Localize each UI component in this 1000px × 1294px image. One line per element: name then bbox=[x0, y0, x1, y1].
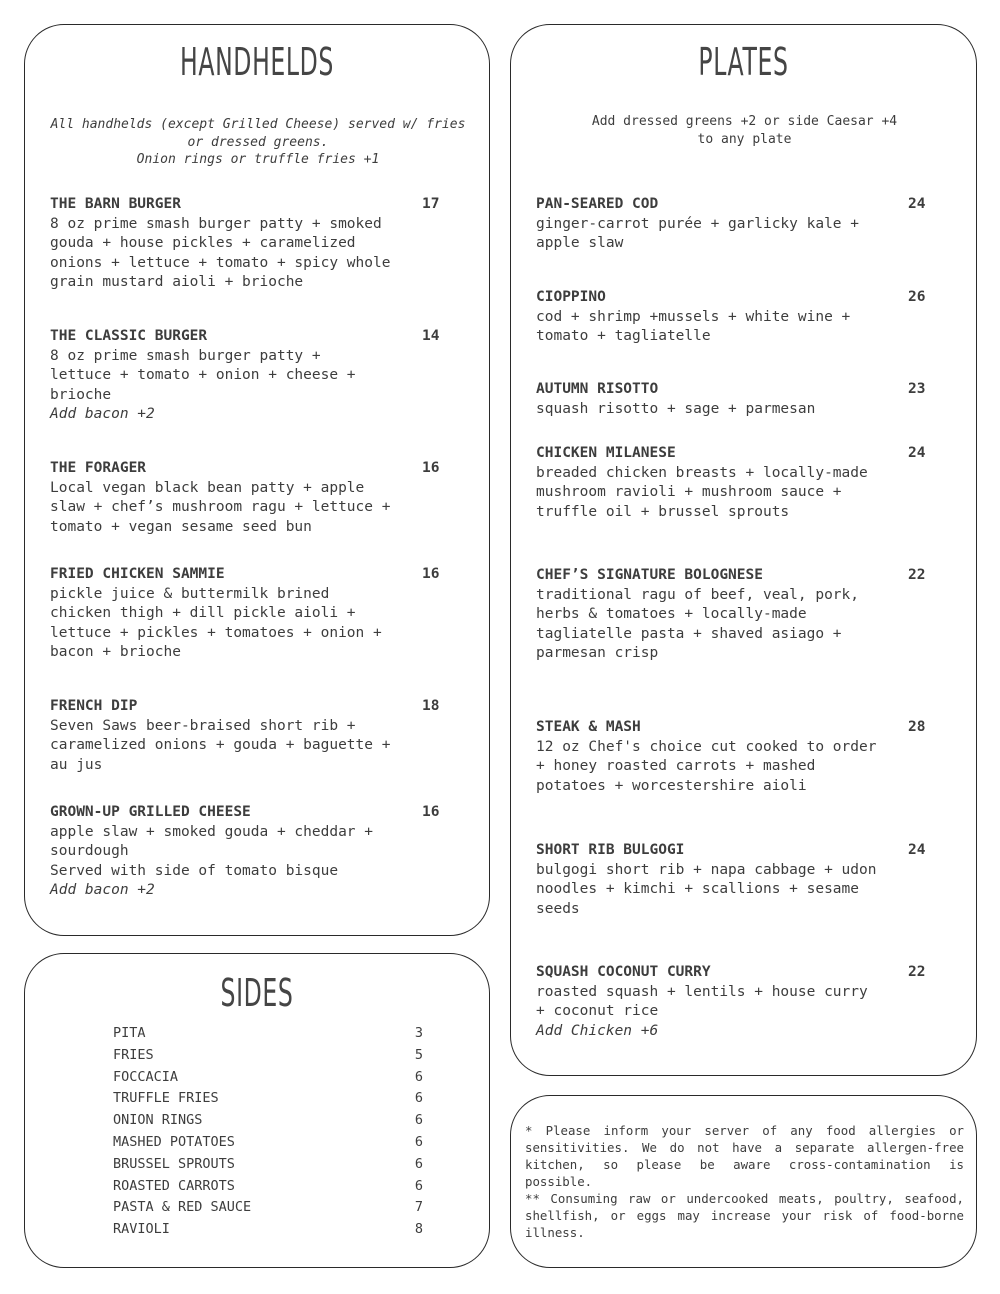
side-price: 6 bbox=[414, 1177, 423, 1194]
menu-item-bolognese bbox=[536, 566, 931, 664]
item-price: 24 bbox=[908, 842, 926, 858]
item-name: THE BARN BURGER bbox=[50, 196, 181, 212]
raw-food-notice: ** Consuming raw or undercooked meats, poultry, seafood, shellfish, or eggs may increase your risk of food-borne illness. bbox=[525, 1191, 964, 1240]
plates-intro-line1: Add dressed greens +2 or side Caesar +4 bbox=[591, 114, 898, 129]
side-name: ONION RINGS bbox=[113, 1112, 203, 1129]
allergy-notice: * Please inform your server of any food allergies or sensitivities. We do not have a separate allergen-free kitchen, so please be aware cross-contamination is possible. bbox=[525, 1123, 964, 1189]
side-price: 5 bbox=[414, 1046, 423, 1063]
side-price: 6 bbox=[414, 1134, 423, 1150]
side-item bbox=[113, 1176, 423, 1196]
item-name: PAN-SEARED COD bbox=[536, 196, 659, 212]
side-price: 6 bbox=[414, 1068, 423, 1085]
side-name: RAVIOLI bbox=[113, 1221, 170, 1238]
item-price: 16 bbox=[422, 460, 440, 476]
side-item bbox=[113, 1154, 423, 1174]
menu-item-autumn-risotto bbox=[536, 380, 931, 419]
item-description: 8 oz prime smash burger patty + smoked gouda + house pickles + caramelized onions + lettuce + tomato + spicy whole grain mustard aioli + brioche bbox=[50, 215, 391, 291]
handhelds-title: HANDHELDS bbox=[179, 40, 335, 84]
side-price: 7 bbox=[414, 1199, 423, 1216]
item-price: 16 bbox=[422, 804, 440, 820]
menu-item-french-dip bbox=[50, 697, 445, 775]
item-name: AUTUMN RISOTTO bbox=[536, 381, 659, 397]
menu-item-grilled-cheese bbox=[50, 803, 445, 901]
item-name: FRENCH DIP bbox=[50, 698, 138, 714]
item-description: squash risotto + sage + parmesan bbox=[536, 400, 816, 417]
side-item bbox=[113, 1132, 423, 1152]
menu-item-cioppino bbox=[536, 288, 931, 347]
item-price: 18 bbox=[422, 698, 440, 714]
side-name: PITA bbox=[113, 1025, 146, 1041]
disclaimer-text bbox=[525, 1122, 964, 1241]
menu-item-forager bbox=[50, 459, 445, 537]
item-price: 28 bbox=[908, 719, 926, 735]
side-price: 6 bbox=[414, 1112, 423, 1129]
menu-item-fried-chicken-sammie bbox=[50, 565, 445, 663]
item-description: pickle juice & buttermilk brined chicken thigh + dill pickle aioli + lettuce + pickles + tomatoes + onion + bacon + brioche bbox=[50, 585, 382, 661]
item-name: CHEF’S SIGNATURE BOLOGNESE bbox=[536, 567, 763, 583]
item-description: roasted squash + lentils + house curry + coconut rice bbox=[536, 983, 868, 1020]
item-description: 12 oz Chef's choice cut cooked to order + honey roasted carrots + mashed potatoes + worcestershire aioli bbox=[536, 738, 877, 794]
side-item bbox=[113, 1110, 423, 1130]
side-item bbox=[113, 1088, 423, 1108]
item-note: Add Chicken +6 bbox=[536, 1022, 659, 1039]
side-name: FOCCACIA bbox=[113, 1068, 179, 1085]
plates-intro bbox=[531, 113, 958, 148]
item-price: 16 bbox=[422, 566, 440, 582]
item-price: 23 bbox=[908, 381, 926, 397]
item-description: bulgogi short rib + napa cabbage + udon noodles + kimchi + scallions + sesame seeds bbox=[536, 861, 877, 917]
item-description: breaded chicken breasts + locally-made mushroom ravioli + mushroom sauce + truffle oil + brussel sprouts bbox=[536, 464, 868, 520]
item-price: 22 bbox=[908, 567, 926, 583]
item-name: FRIED CHICKEN SAMMIE bbox=[50, 566, 225, 582]
item-price: 24 bbox=[908, 445, 926, 461]
item-name: SHORT RIB BULGOGI bbox=[536, 842, 685, 858]
item-note: Add bacon +2 bbox=[50, 882, 155, 899]
side-name: MASHED POTATOES bbox=[113, 1134, 235, 1150]
side-name: ROASTED CARROTS bbox=[113, 1177, 235, 1194]
sides-panel bbox=[24, 953, 490, 1268]
item-price: 14 bbox=[422, 328, 440, 344]
item-description: 8 oz prime smash burger patty + lettuce + tomato + onion + cheese + brioche bbox=[50, 347, 356, 403]
handhelds-panel bbox=[24, 24, 490, 936]
disclaimer-panel bbox=[510, 1095, 977, 1268]
side-price: 6 bbox=[414, 1090, 423, 1107]
plates-panel bbox=[510, 24, 977, 1076]
item-name: CHICKEN MILANESE bbox=[536, 445, 676, 461]
side-price: 6 bbox=[414, 1155, 423, 1172]
plates-intro-line2: to any plate bbox=[697, 131, 792, 147]
handhelds-intro-line2: or dressed greens. bbox=[187, 134, 329, 150]
item-price: 26 bbox=[908, 289, 926, 305]
side-price: 3 bbox=[414, 1025, 423, 1041]
item-name: THE CLASSIC BURGER bbox=[50, 328, 208, 344]
menu-item-barn-burger bbox=[50, 195, 445, 293]
plates-title: PLATES bbox=[698, 40, 789, 84]
item-price: 17 bbox=[422, 196, 440, 212]
item-name: STEAK & MASH bbox=[536, 719, 641, 735]
item-description: traditional ragu of beef, veal, pork, herbs & tomatoes + locally-made tagliatelle pasta + shaved asiago + parmesan crisp bbox=[536, 586, 860, 662]
item-price: 22 bbox=[908, 964, 926, 980]
side-name: PASTA & RED SAUCE bbox=[113, 1199, 252, 1216]
side-item bbox=[113, 1045, 423, 1065]
item-description: Local vegan black bean patty + apple slaw + chef’s mushroom ragu + lettuce + tomato + vegan sesame seed bun bbox=[50, 479, 391, 535]
sides-title: SIDES bbox=[220, 971, 294, 1015]
handhelds-intro-line3: Onion rings or truffle fries +1 bbox=[136, 152, 380, 167]
menu-item-steak-mash bbox=[536, 718, 931, 796]
item-note: Add bacon +2 bbox=[50, 406, 155, 423]
handhelds-intro-line1: All handhelds (except Grilled Cheese) served w/ fries bbox=[50, 117, 466, 132]
item-description: Seven Saws beer-braised short rib + caramelized onions + gouda + baguette + au jus bbox=[50, 717, 391, 773]
side-item bbox=[113, 1023, 423, 1043]
side-item bbox=[113, 1219, 423, 1239]
item-description: ginger-carrot purée + garlicky kale + apple slaw bbox=[536, 215, 860, 252]
menu-item-pan-seared-cod bbox=[536, 195, 931, 254]
side-item bbox=[113, 1067, 423, 1087]
menu-item-chicken-milanese bbox=[536, 444, 931, 522]
side-name: TRUFFLE FRIES bbox=[113, 1090, 219, 1107]
handhelds-intro bbox=[45, 116, 471, 169]
item-name: THE FORAGER bbox=[50, 460, 147, 476]
side-item bbox=[113, 1197, 423, 1217]
item-price: 24 bbox=[908, 196, 926, 212]
item-name: GROWN-UP GRILLED CHEESE bbox=[50, 804, 251, 820]
item-name: SQUASH COCONUT CURRY bbox=[536, 964, 711, 980]
item-description: cod + shrimp +mussels + white wine + tomato + tagliatelle bbox=[536, 308, 851, 345]
side-name: BRUSSEL SPROUTS bbox=[113, 1155, 235, 1172]
menu-item-squash-coconut-curry bbox=[536, 963, 931, 1041]
menu-item-short-rib-bulgogi bbox=[536, 841, 931, 919]
item-name: CIOPPINO bbox=[536, 289, 606, 305]
menu-item-classic-burger bbox=[50, 327, 445, 425]
side-name: FRIES bbox=[113, 1046, 154, 1063]
item-description: apple slaw + smoked gouda + cheddar + sourdough Served with side of tomato bisque bbox=[50, 823, 374, 879]
side-price: 8 bbox=[414, 1221, 423, 1238]
